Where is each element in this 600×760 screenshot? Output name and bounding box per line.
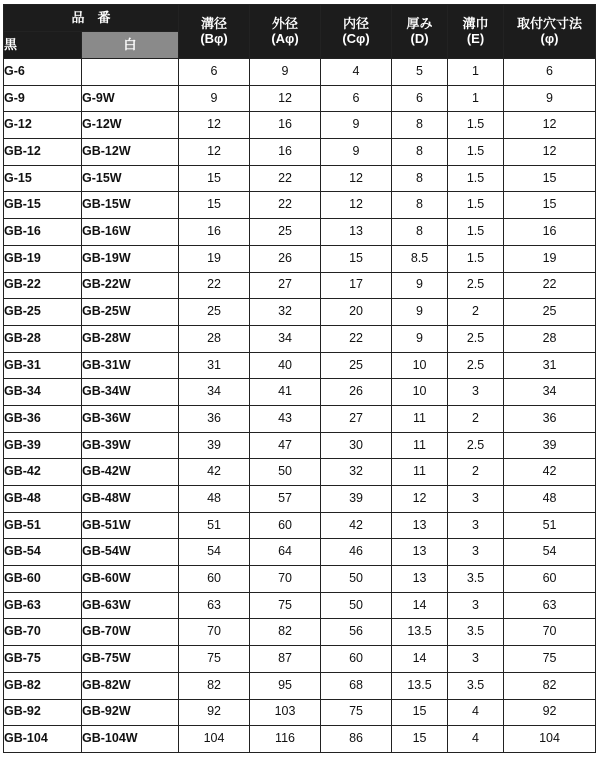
table-row <box>4 539 596 566</box>
header-groove-diameter-label: 溝径 <box>201 16 228 32</box>
cell-thickness: 8 <box>392 165 448 192</box>
cell-part-white: GB-22W <box>82 272 179 299</box>
cell-thickness: 6 <box>392 85 448 112</box>
cell-thickness: 10 <box>392 379 448 406</box>
cell-outer-diameter: 12 <box>250 85 321 112</box>
cell-mount-hole: 82 <box>504 672 596 699</box>
cell-thickness: 9 <box>392 299 448 326</box>
header-groove-diameter <box>179 5 250 59</box>
cell-part-white: G-15W <box>82 165 179 192</box>
header-thickness <box>392 5 448 59</box>
cell-mount-hole: 31 <box>504 352 596 379</box>
cell-outer-diameter: 32 <box>250 299 321 326</box>
cell-outer-diameter: 75 <box>250 592 321 619</box>
cell-part-black: GB-36 <box>4 405 82 432</box>
table-header <box>4 5 596 59</box>
cell-outer-diameter: 50 <box>250 459 321 486</box>
table-row <box>4 379 596 406</box>
cell-part-white: GB-31W <box>82 352 179 379</box>
cell-groove-diameter: 15 <box>179 192 250 219</box>
table-row <box>4 219 596 246</box>
header-groove-width <box>448 5 504 59</box>
header-mount-hole <box>504 5 596 59</box>
header-thickness-symbol: (D) <box>410 30 429 46</box>
cell-thickness: 11 <box>392 405 448 432</box>
cell-part-black: GB-15 <box>4 192 82 219</box>
cell-groove-width: 2 <box>448 459 504 486</box>
cell-outer-diameter: 47 <box>250 432 321 459</box>
cell-part-black: GB-39 <box>4 432 82 459</box>
cell-mount-hole: 63 <box>504 592 596 619</box>
cell-part-white: GB-51W <box>82 512 179 539</box>
cell-groove-width: 4 <box>448 699 504 726</box>
cell-groove-diameter: 42 <box>179 459 250 486</box>
cell-thickness: 8 <box>392 112 448 139</box>
cell-outer-diameter: 9 <box>250 59 321 86</box>
cell-inner-diameter: 12 <box>321 165 392 192</box>
cell-groove-diameter: 12 <box>179 112 250 139</box>
cell-groove-width: 3.5 <box>448 672 504 699</box>
cell-groove-width: 3 <box>448 486 504 513</box>
cell-thickness: 8 <box>392 192 448 219</box>
cell-outer-diameter: 41 <box>250 379 321 406</box>
cell-mount-hole: 60 <box>504 566 596 593</box>
cell-part-white: GB-19W <box>82 245 179 272</box>
cell-inner-diameter: 9 <box>321 112 392 139</box>
cell-inner-diameter: 86 <box>321 726 392 753</box>
header-inner-diameter-label: 内径 <box>343 16 370 32</box>
cell-inner-diameter: 68 <box>321 672 392 699</box>
header-outer-diameter-label: 外径 <box>272 16 299 32</box>
cell-mount-hole: 70 <box>504 619 596 646</box>
cell-outer-diameter: 82 <box>250 619 321 646</box>
cell-groove-diameter: 15 <box>179 165 250 192</box>
table-row <box>4 85 596 112</box>
cell-mount-hole: 15 <box>504 165 596 192</box>
cell-groove-width: 1 <box>448 85 504 112</box>
cell-thickness: 15 <box>392 726 448 753</box>
table-row <box>4 325 596 352</box>
cell-part-white: G-9W <box>82 85 179 112</box>
cell-inner-diameter: 6 <box>321 85 392 112</box>
table-row <box>4 486 596 513</box>
table-row <box>4 352 596 379</box>
cell-part-black: GB-63 <box>4 592 82 619</box>
cell-mount-hole: 25 <box>504 299 596 326</box>
table-row <box>4 299 596 326</box>
cell-part-black: GB-16 <box>4 219 82 246</box>
header-groove-width-symbol: (E) <box>466 30 485 46</box>
cell-groove-width: 1 <box>448 59 504 86</box>
cell-thickness: 5 <box>392 59 448 86</box>
cell-mount-hole: 48 <box>504 486 596 513</box>
cell-mount-hole: 19 <box>504 245 596 272</box>
cell-outer-diameter: 43 <box>250 405 321 432</box>
cell-mount-hole: 22 <box>504 272 596 299</box>
table-row <box>4 405 596 432</box>
cell-part-black: GB-51 <box>4 512 82 539</box>
cell-part-white: GB-63W <box>82 592 179 619</box>
cell-mount-hole: 15 <box>504 192 596 219</box>
table-row <box>4 646 596 673</box>
cell-part-white: GB-12W <box>82 139 179 166</box>
header-groove-width-label: 溝巾 <box>462 16 489 32</box>
cell-inner-diameter: 12 <box>321 192 392 219</box>
cell-groove-width: 2 <box>448 299 504 326</box>
cell-groove-diameter: 9 <box>179 85 250 112</box>
cell-inner-diameter: 17 <box>321 272 392 299</box>
cell-inner-diameter: 32 <box>321 459 392 486</box>
cell-groove-width: 1.5 <box>448 139 504 166</box>
cell-part-white: GB-34W <box>82 379 179 406</box>
cell-inner-diameter: 42 <box>321 512 392 539</box>
cell-groove-diameter: 54 <box>179 539 250 566</box>
cell-mount-hole: 104 <box>504 726 596 753</box>
table-row <box>4 245 596 272</box>
cell-inner-diameter: 26 <box>321 379 392 406</box>
cell-outer-diameter: 70 <box>250 566 321 593</box>
cell-groove-diameter: 12 <box>179 139 250 166</box>
cell-part-white: GB-15W <box>82 192 179 219</box>
cell-inner-diameter: 9 <box>321 139 392 166</box>
cell-groove-diameter: 34 <box>179 379 250 406</box>
table-row <box>4 59 596 86</box>
header-black: 黒 <box>4 32 82 59</box>
cell-outer-diameter: 103 <box>250 699 321 726</box>
cell-groove-width: 3 <box>448 646 504 673</box>
cell-inner-diameter: 27 <box>321 405 392 432</box>
cell-groove-width: 2 <box>448 405 504 432</box>
cell-mount-hole: 9 <box>504 85 596 112</box>
cell-part-white: GB-42W <box>82 459 179 486</box>
header-mount-hole-symbol: (φ) <box>540 30 559 46</box>
cell-part-white: GB-36W <box>82 405 179 432</box>
cell-mount-hole: 54 <box>504 539 596 566</box>
cell-groove-width: 1.5 <box>448 165 504 192</box>
cell-inner-diameter: 39 <box>321 486 392 513</box>
cell-outer-diameter: 25 <box>250 219 321 246</box>
cell-mount-hole: 42 <box>504 459 596 486</box>
cell-part-black: GB-70 <box>4 619 82 646</box>
cell-part-white: GB-60W <box>82 566 179 593</box>
cell-groove-diameter: 70 <box>179 619 250 646</box>
header-inner-diameter <box>321 5 392 59</box>
cell-groove-diameter: 6 <box>179 59 250 86</box>
cell-groove-width: 1.5 <box>448 219 504 246</box>
table-row <box>4 726 596 753</box>
cell-part-black: GB-60 <box>4 566 82 593</box>
cell-groove-width: 3 <box>448 512 504 539</box>
cell-outer-diameter: 34 <box>250 325 321 352</box>
cell-mount-hole: 36 <box>504 405 596 432</box>
cell-groove-diameter: 39 <box>179 432 250 459</box>
cell-outer-diameter: 87 <box>250 646 321 673</box>
cell-part-white: GB-70W <box>82 619 179 646</box>
cell-part-white: GB-48W <box>82 486 179 513</box>
cell-thickness: 9 <box>392 272 448 299</box>
cell-part-black: G-9 <box>4 85 82 112</box>
cell-groove-diameter: 104 <box>179 726 250 753</box>
cell-groove-diameter: 63 <box>179 592 250 619</box>
table-row <box>4 672 596 699</box>
cell-inner-diameter: 60 <box>321 646 392 673</box>
cell-groove-width: 1.5 <box>448 192 504 219</box>
cell-groove-width: 3 <box>448 379 504 406</box>
cell-thickness: 8 <box>392 139 448 166</box>
cell-inner-diameter: 20 <box>321 299 392 326</box>
cell-groove-width: 3 <box>448 539 504 566</box>
cell-part-black: G-15 <box>4 165 82 192</box>
header-thickness-label: 厚み <box>406 16 433 32</box>
cell-outer-diameter: 26 <box>250 245 321 272</box>
cell-mount-hole: 34 <box>504 379 596 406</box>
cell-outer-diameter: 95 <box>250 672 321 699</box>
cell-part-black: GB-54 <box>4 539 82 566</box>
cell-part-black: GB-22 <box>4 272 82 299</box>
cell-thickness: 11 <box>392 432 448 459</box>
cell-mount-hole: 12 <box>504 112 596 139</box>
cell-outer-diameter: 40 <box>250 352 321 379</box>
cell-groove-diameter: 28 <box>179 325 250 352</box>
cell-part-black: GB-12 <box>4 139 82 166</box>
cell-part-black: GB-82 <box>4 672 82 699</box>
cell-part-black: GB-75 <box>4 646 82 673</box>
cell-groove-width: 3.5 <box>448 619 504 646</box>
cell-inner-diameter: 4 <box>321 59 392 86</box>
cell-thickness: 13 <box>392 539 448 566</box>
cell-thickness: 13.5 <box>392 619 448 646</box>
cell-part-black: GB-19 <box>4 245 82 272</box>
cell-inner-diameter: 46 <box>321 539 392 566</box>
cell-groove-width: 2.5 <box>448 325 504 352</box>
cell-part-black: GB-92 <box>4 699 82 726</box>
table-row <box>4 619 596 646</box>
table-row <box>4 566 596 593</box>
header-groove-diameter-symbol: (Bφ) <box>200 30 228 46</box>
cell-mount-hole: 6 <box>504 59 596 86</box>
header-mount-hole-label: 取付穴寸法 <box>517 16 583 32</box>
header-outer-diameter <box>250 5 321 59</box>
cell-inner-diameter: 56 <box>321 619 392 646</box>
cell-part-black: GB-31 <box>4 352 82 379</box>
cell-part-white: GB-54W <box>82 539 179 566</box>
cell-thickness: 8 <box>392 219 448 246</box>
cell-part-black: GB-104 <box>4 726 82 753</box>
table-row <box>4 699 596 726</box>
header-outer-diameter-symbol: (Aφ) <box>271 30 299 46</box>
cell-inner-diameter: 25 <box>321 352 392 379</box>
cell-part-white: GB-28W <box>82 325 179 352</box>
cell-mount-hole: 28 <box>504 325 596 352</box>
cell-inner-diameter: 30 <box>321 432 392 459</box>
cell-thickness: 13.5 <box>392 672 448 699</box>
cell-outer-diameter: 64 <box>250 539 321 566</box>
cell-part-white: GB-39W <box>82 432 179 459</box>
cell-outer-diameter: 22 <box>250 192 321 219</box>
cell-mount-hole: 16 <box>504 219 596 246</box>
cell-groove-diameter: 51 <box>179 512 250 539</box>
cell-thickness: 13 <box>392 512 448 539</box>
cell-part-white: G-12W <box>82 112 179 139</box>
cell-thickness: 14 <box>392 646 448 673</box>
table-row <box>4 592 596 619</box>
cell-groove-width: 3.5 <box>448 566 504 593</box>
table-row <box>4 459 596 486</box>
cell-inner-diameter: 50 <box>321 592 392 619</box>
cell-groove-diameter: 36 <box>179 405 250 432</box>
cell-mount-hole: 92 <box>504 699 596 726</box>
cell-groove-diameter: 19 <box>179 245 250 272</box>
cell-groove-width: 2.5 <box>448 272 504 299</box>
grommet-spec-table <box>3 4 596 753</box>
cell-outer-diameter: 27 <box>250 272 321 299</box>
table-row <box>4 165 596 192</box>
cell-part-white: GB-16W <box>82 219 179 246</box>
cell-groove-diameter: 48 <box>179 486 250 513</box>
table-row <box>4 512 596 539</box>
cell-part-black: GB-34 <box>4 379 82 406</box>
cell-mount-hole: 51 <box>504 512 596 539</box>
cell-thickness: 12 <box>392 486 448 513</box>
cell-thickness: 11 <box>392 459 448 486</box>
cell-groove-width: 2.5 <box>448 432 504 459</box>
cell-inner-diameter: 22 <box>321 325 392 352</box>
cell-groove-width: 2.5 <box>448 352 504 379</box>
cell-part-black: GB-25 <box>4 299 82 326</box>
table-row <box>4 112 596 139</box>
cell-part-white: GB-82W <box>82 672 179 699</box>
cell-groove-width: 4 <box>448 726 504 753</box>
cell-groove-diameter: 16 <box>179 219 250 246</box>
header-part-number: 品 番 <box>4 5 179 32</box>
table-row <box>4 192 596 219</box>
cell-groove-diameter: 60 <box>179 566 250 593</box>
cell-inner-diameter: 50 <box>321 566 392 593</box>
cell-groove-diameter: 75 <box>179 646 250 673</box>
cell-groove-width: 1.5 <box>448 112 504 139</box>
cell-groove-diameter: 31 <box>179 352 250 379</box>
cell-outer-diameter: 57 <box>250 486 321 513</box>
table-row <box>4 432 596 459</box>
cell-mount-hole: 75 <box>504 646 596 673</box>
table-body <box>4 59 596 753</box>
cell-part-black: G-6 <box>4 59 82 86</box>
cell-mount-hole: 12 <box>504 139 596 166</box>
table-row <box>4 139 596 166</box>
cell-groove-diameter: 25 <box>179 299 250 326</box>
cell-outer-diameter: 16 <box>250 112 321 139</box>
cell-outer-diameter: 116 <box>250 726 321 753</box>
cell-groove-diameter: 82 <box>179 672 250 699</box>
cell-groove-width: 1.5 <box>448 245 504 272</box>
cell-outer-diameter: 22 <box>250 165 321 192</box>
cell-thickness: 9 <box>392 325 448 352</box>
cell-groove-width: 3 <box>448 592 504 619</box>
cell-groove-diameter: 22 <box>179 272 250 299</box>
cell-part-white: GB-92W <box>82 699 179 726</box>
cell-outer-diameter: 60 <box>250 512 321 539</box>
cell-thickness: 13 <box>392 566 448 593</box>
cell-thickness: 15 <box>392 699 448 726</box>
cell-part-black: GB-42 <box>4 459 82 486</box>
cell-part-black: GB-48 <box>4 486 82 513</box>
cell-thickness: 14 <box>392 592 448 619</box>
header-inner-diameter-symbol: (Cφ) <box>342 30 370 46</box>
cell-part-black: G-12 <box>4 112 82 139</box>
cell-part-white: GB-25W <box>82 299 179 326</box>
cell-mount-hole: 39 <box>504 432 596 459</box>
cell-thickness: 8.5 <box>392 245 448 272</box>
cell-part-white: GB-75W <box>82 646 179 673</box>
header-white: 白 <box>82 32 179 59</box>
table-row <box>4 272 596 299</box>
cell-outer-diameter: 16 <box>250 139 321 166</box>
cell-part-black: GB-28 <box>4 325 82 352</box>
cell-inner-diameter: 13 <box>321 219 392 246</box>
cell-part-white <box>82 59 179 86</box>
cell-thickness: 10 <box>392 352 448 379</box>
cell-inner-diameter: 75 <box>321 699 392 726</box>
cell-part-white: GB-104W <box>82 726 179 753</box>
cell-groove-diameter: 92 <box>179 699 250 726</box>
cell-inner-diameter: 15 <box>321 245 392 272</box>
